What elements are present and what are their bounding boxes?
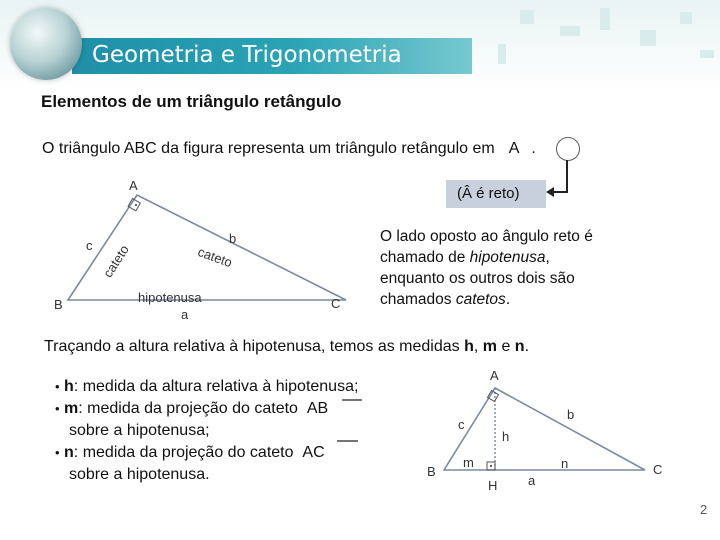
t2-projection-m: m <box>463 455 474 470</box>
t2-projection-n: n <box>561 456 569 471</box>
page-number: 2 <box>700 502 708 517</box>
list-item <box>55 398 358 420</box>
bullet-marker: • <box>55 401 60 416</box>
t1-vertex-c: C <box>331 296 341 311</box>
t2-side-b: b <box>567 407 575 422</box>
t2-vertex-b: B <box>427 464 436 479</box>
t1-side-a: a <box>181 307 189 322</box>
list-item-continuation: sobre a hipotenusa; <box>69 422 210 439</box>
altura-period: . <box>524 338 530 355</box>
t2-vertex-a: A <box>490 368 499 383</box>
t2-vertex-c: C <box>653 462 663 477</box>
bullet-text-h: : medida da altura relativa à hipotenusa; <box>73 378 359 395</box>
segment-ab: AB <box>306 400 329 417</box>
segment-ac: AC <box>302 444 325 461</box>
definition-list <box>55 376 358 486</box>
intro-vertex-label: A <box>508 140 519 157</box>
para-line-2-post: , <box>545 249 550 266</box>
t2-altitude-h: h <box>502 429 510 444</box>
right-angle-dot-1 <box>135 204 137 206</box>
para-line-4 <box>380 289 650 310</box>
list-item <box>55 442 358 464</box>
altura-sentence <box>44 338 529 356</box>
t2-side-a: a <box>528 473 536 488</box>
measure-h: h <box>464 338 474 355</box>
bullet-text-m: : medida da projeção do cateto <box>78 400 298 417</box>
para-line-3: enquanto os outros dois são <box>380 270 575 287</box>
altura-sep-1: , <box>473 338 483 355</box>
bullet-marker: • <box>55 379 60 394</box>
measure-m: m <box>482 338 497 355</box>
arrow-head-icon <box>546 187 554 197</box>
t1-side-c: c <box>86 238 93 253</box>
intro-sentence: O triângulo ABC da figura representa um triângulo retângulo em <box>42 140 495 157</box>
right-angle-note: (Â é reto) <box>457 185 520 202</box>
para-line-1: O lado oposto ao ângulo reto é <box>380 228 593 245</box>
measure-n: n <box>514 338 525 355</box>
para-line-4-post: . <box>505 291 511 308</box>
slide-title: Geometria e Trigonometria <box>92 42 402 68</box>
section-subtitle: Elementos de um triângulo retângulo <box>41 92 342 111</box>
bullet-term-n: n <box>64 444 74 461</box>
intro-period: . <box>531 140 536 157</box>
t1-cateto-left-label: cateto <box>100 242 132 281</box>
t1-cateto-right-label: cateto <box>195 244 235 271</box>
bullet-term-m: m <box>64 400 79 417</box>
term-hipotenusa: hipotenusa <box>469 249 546 266</box>
t2-side-c: c <box>458 417 465 432</box>
term-catetos: catetos <box>455 291 506 308</box>
list-item-continuation: sobre a hipotenusa. <box>69 466 210 483</box>
altura-sentence-pre: Traçando a altura relativa à hipotenusa, temos as medidas <box>44 338 465 355</box>
triangle-2 <box>444 388 645 470</box>
para-line-4-pre: chamados <box>380 291 456 308</box>
para-line-2-pre: chamado de <box>380 249 470 266</box>
t2-foot-h: H <box>488 478 498 493</box>
bullet-marker: • <box>55 445 60 460</box>
para-line-2 <box>380 247 650 268</box>
t1-hipotenusa-label: hipotenusa <box>138 290 202 305</box>
altura-sep-2: e <box>497 338 515 355</box>
t1-vertex-a: A <box>129 178 138 193</box>
bullet-term-h: h <box>64 378 74 395</box>
t1-vertex-b: B <box>54 297 63 312</box>
connector-arrow <box>549 160 567 192</box>
bullet-text-n: : medida da projeção do cateto <box>73 444 294 461</box>
list-item <box>55 376 358 398</box>
right-angle-dot-h <box>490 465 492 467</box>
hipotenusa-paragraph <box>380 226 650 310</box>
t1-side-b: b <box>229 231 237 246</box>
